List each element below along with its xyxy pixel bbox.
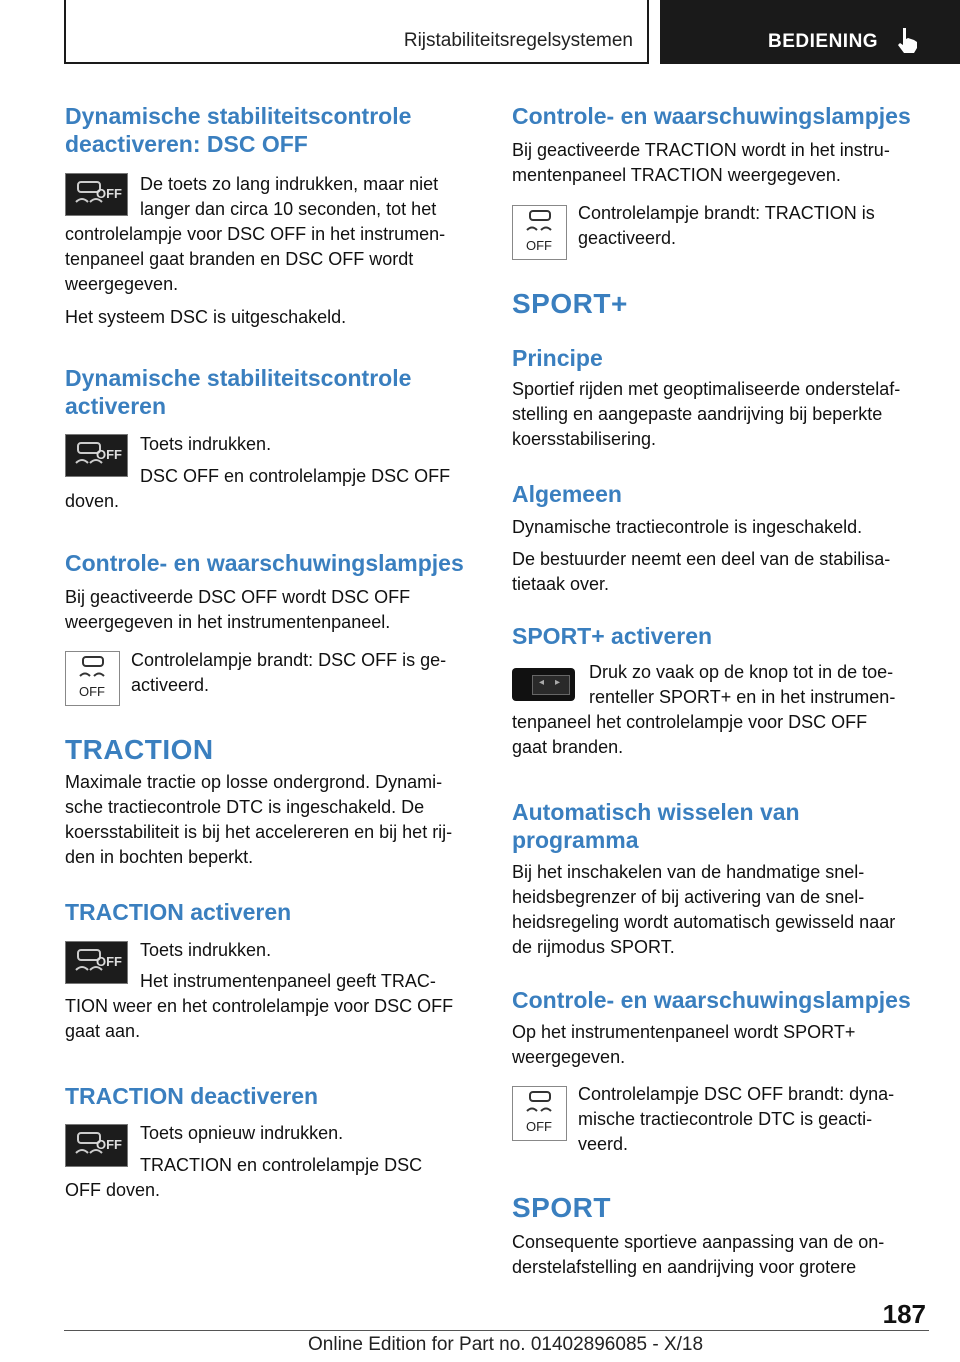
text-line: gaat aan.	[65, 1021, 141, 1041]
text-line: Consequente sportieve aanpassing van de on-	[512, 1232, 885, 1252]
text-line: Druk zo vaak op de knop tot in de toe-	[589, 662, 894, 682]
text-line: De toets zo lang indrukken, maar niet	[140, 174, 439, 194]
text-line: OFF doven.	[65, 1180, 161, 1200]
text-line: Controlelampje brandt: DSC OFF is ge-	[131, 650, 447, 670]
text-line: Op het instrumentenpaneel wordt SPORT+	[512, 1022, 856, 1042]
text-line: langer dan circa 10 seconden, tot het	[140, 199, 437, 219]
text-line: De bestuurder neemt een deel van de stabilisa-	[512, 549, 891, 569]
heading-traction-deactivate: TRACTION deactiveren	[65, 1083, 319, 1109]
text-line: derstelafstelling en aandrijving voor grotere	[512, 1257, 857, 1277]
text-line: activeerd.	[131, 675, 210, 695]
heading-general: Algemeen	[512, 481, 622, 507]
dsc-off-button-icon: OFF	[65, 173, 128, 216]
mode-switch-icon	[532, 675, 570, 695]
text-line: mentenpaneel TRACTION weergegeven.	[512, 165, 841, 185]
text-line: koersstabiliteit is bij het accelereren en bij het rij-	[65, 822, 453, 842]
traction-lamp-icon: OFF	[512, 205, 567, 260]
text-line: Controlelampje DSC OFF brandt: dyna-	[578, 1084, 895, 1104]
text-line: TION weer en het controlelampje voor DSC OFF	[65, 996, 454, 1016]
heading-warning-lamps-sport: Controle- en waarschuwingslampjes	[512, 987, 911, 1013]
text-line: heidsbegrenzer of bij activering van de snel-	[512, 887, 865, 907]
text-line: den in bochten beperkt.	[65, 847, 254, 867]
text-line: mische tractiecontrole DTC is geacti-	[578, 1109, 873, 1129]
text-line: doven.	[65, 491, 120, 511]
text-line: tietaak over.	[512, 574, 610, 594]
heading-sport: SPORT	[512, 1192, 611, 1223]
dsc-off-lamp-icon: OFF	[65, 651, 120, 706]
text-line: Controlelampje brandt: TRACTION is	[578, 203, 875, 223]
text-paragraph: Toets opnieuw indrukken.	[140, 1123, 344, 1143]
text-line: veerd.	[578, 1134, 629, 1154]
text-line: gaat branden.	[512, 737, 624, 757]
text-line: renteller SPORT+ en in het instrumen-	[589, 687, 896, 707]
footer-divider	[64, 1330, 929, 1331]
arrow-left-icon: ◂	[539, 677, 545, 688]
text-line: DSC OFF en controlelampje DSC OFF	[140, 466, 451, 486]
text-line: TRACTION en controlelampje DSC	[140, 1155, 423, 1175]
text-line: Bij geactiveerde TRACTION wordt in het instru-	[512, 140, 890, 160]
text-line: geactiveerd.	[578, 228, 677, 248]
car-skid-icon	[66, 654, 119, 684]
text-line: heidsregeling wordt automatisch gewisseld naar	[512, 912, 896, 932]
text-line: Bij het inschakelen van de handmatige snel-	[512, 862, 865, 882]
text-line: weergegeven.	[512, 1047, 626, 1067]
footer-edition: Online Edition for Part no. 01402896085 - X/18	[308, 1334, 704, 1355]
text-line: Sportief rijden met geoptimaliseerde onderstelaf-	[512, 379, 901, 399]
heading-traction-activate: TRACTION activeren	[65, 899, 292, 925]
arrow-right-icon: ▸	[555, 677, 561, 688]
text-paragraph: Het systeem DSC is uitgeschakeld.	[65, 307, 347, 327]
text-line: tenpaneel het controlelampje voor DSC OFF	[512, 712, 868, 732]
header-section-title: Rijstabiliteitsregelsystemen	[403, 30, 633, 51]
text-paragraph: Toets indrukken.	[140, 940, 272, 960]
heading-warning-lamps-traction: Controle- en waarschuwingslampjes	[512, 103, 911, 129]
heading-sport-plus-activate: SPORT+ activeren	[512, 623, 713, 649]
dsc-off-lamp-icon: OFF	[512, 1086, 567, 1141]
heading-sport-plus: SPORT+	[512, 288, 628, 319]
text-line: Bij geactiveerde DSC OFF wordt DSC OFF	[65, 587, 411, 607]
car-skid-icon	[513, 208, 566, 238]
hand-pointer-icon	[895, 26, 921, 54]
text-line: Maximale tractie op losse ondergrond. Dynami-	[65, 772, 443, 792]
driving-mode-button-icon	[512, 668, 575, 701]
heading-principle: Principe	[512, 345, 603, 371]
text-line: stelling en aangepaste aandrijving bij beperkte	[512, 404, 883, 424]
heading-warning-lamps: Controle- en waarschuwingslampjes	[65, 550, 464, 576]
text-line: controlelampje voor DSC OFF in het instrumen-	[65, 224, 446, 244]
text-line: weergegeven.	[65, 274, 179, 294]
heading-traction: TRACTION	[65, 734, 214, 765]
dsc-off-button-icon: OFF	[65, 941, 128, 984]
text-line: de rijmodus SPORT.	[512, 937, 675, 957]
heading-dsc-off: Dynamische stabiliteitscontrole deactiveren: DSC OFF	[65, 103, 412, 157]
text-line: sche tractiecontrole DTC is ingeschakeld. De	[65, 797, 425, 817]
heading-auto-switch: Automatisch wisselen van programma	[512, 799, 800, 853]
dsc-off-button-icon: OFF	[65, 434, 128, 477]
page-number: 187	[882, 1299, 926, 1329]
text-paragraph: Toets indrukken.	[140, 434, 272, 454]
text-line: koersstabilisering.	[512, 429, 657, 449]
car-skid-icon	[513, 1089, 566, 1119]
text-line: tenpaneel gaat branden en DSC OFF wordt	[65, 249, 414, 269]
text-paragraph: Dynamische tractiecontrole is ingeschakeld.	[512, 517, 863, 537]
dsc-off-button-icon: OFF	[65, 1124, 128, 1167]
text-line: Het instrumentenpaneel geeft TRAC-	[140, 971, 436, 991]
header-chapter-title: BEDIENING	[768, 31, 879, 52]
heading-dsc-activate: Dynamische stabiliteitscontrole activeren	[65, 365, 412, 419]
text-line: weergegeven in het instrumentenpaneel.	[65, 612, 391, 632]
header-section-tab	[64, 0, 649, 64]
